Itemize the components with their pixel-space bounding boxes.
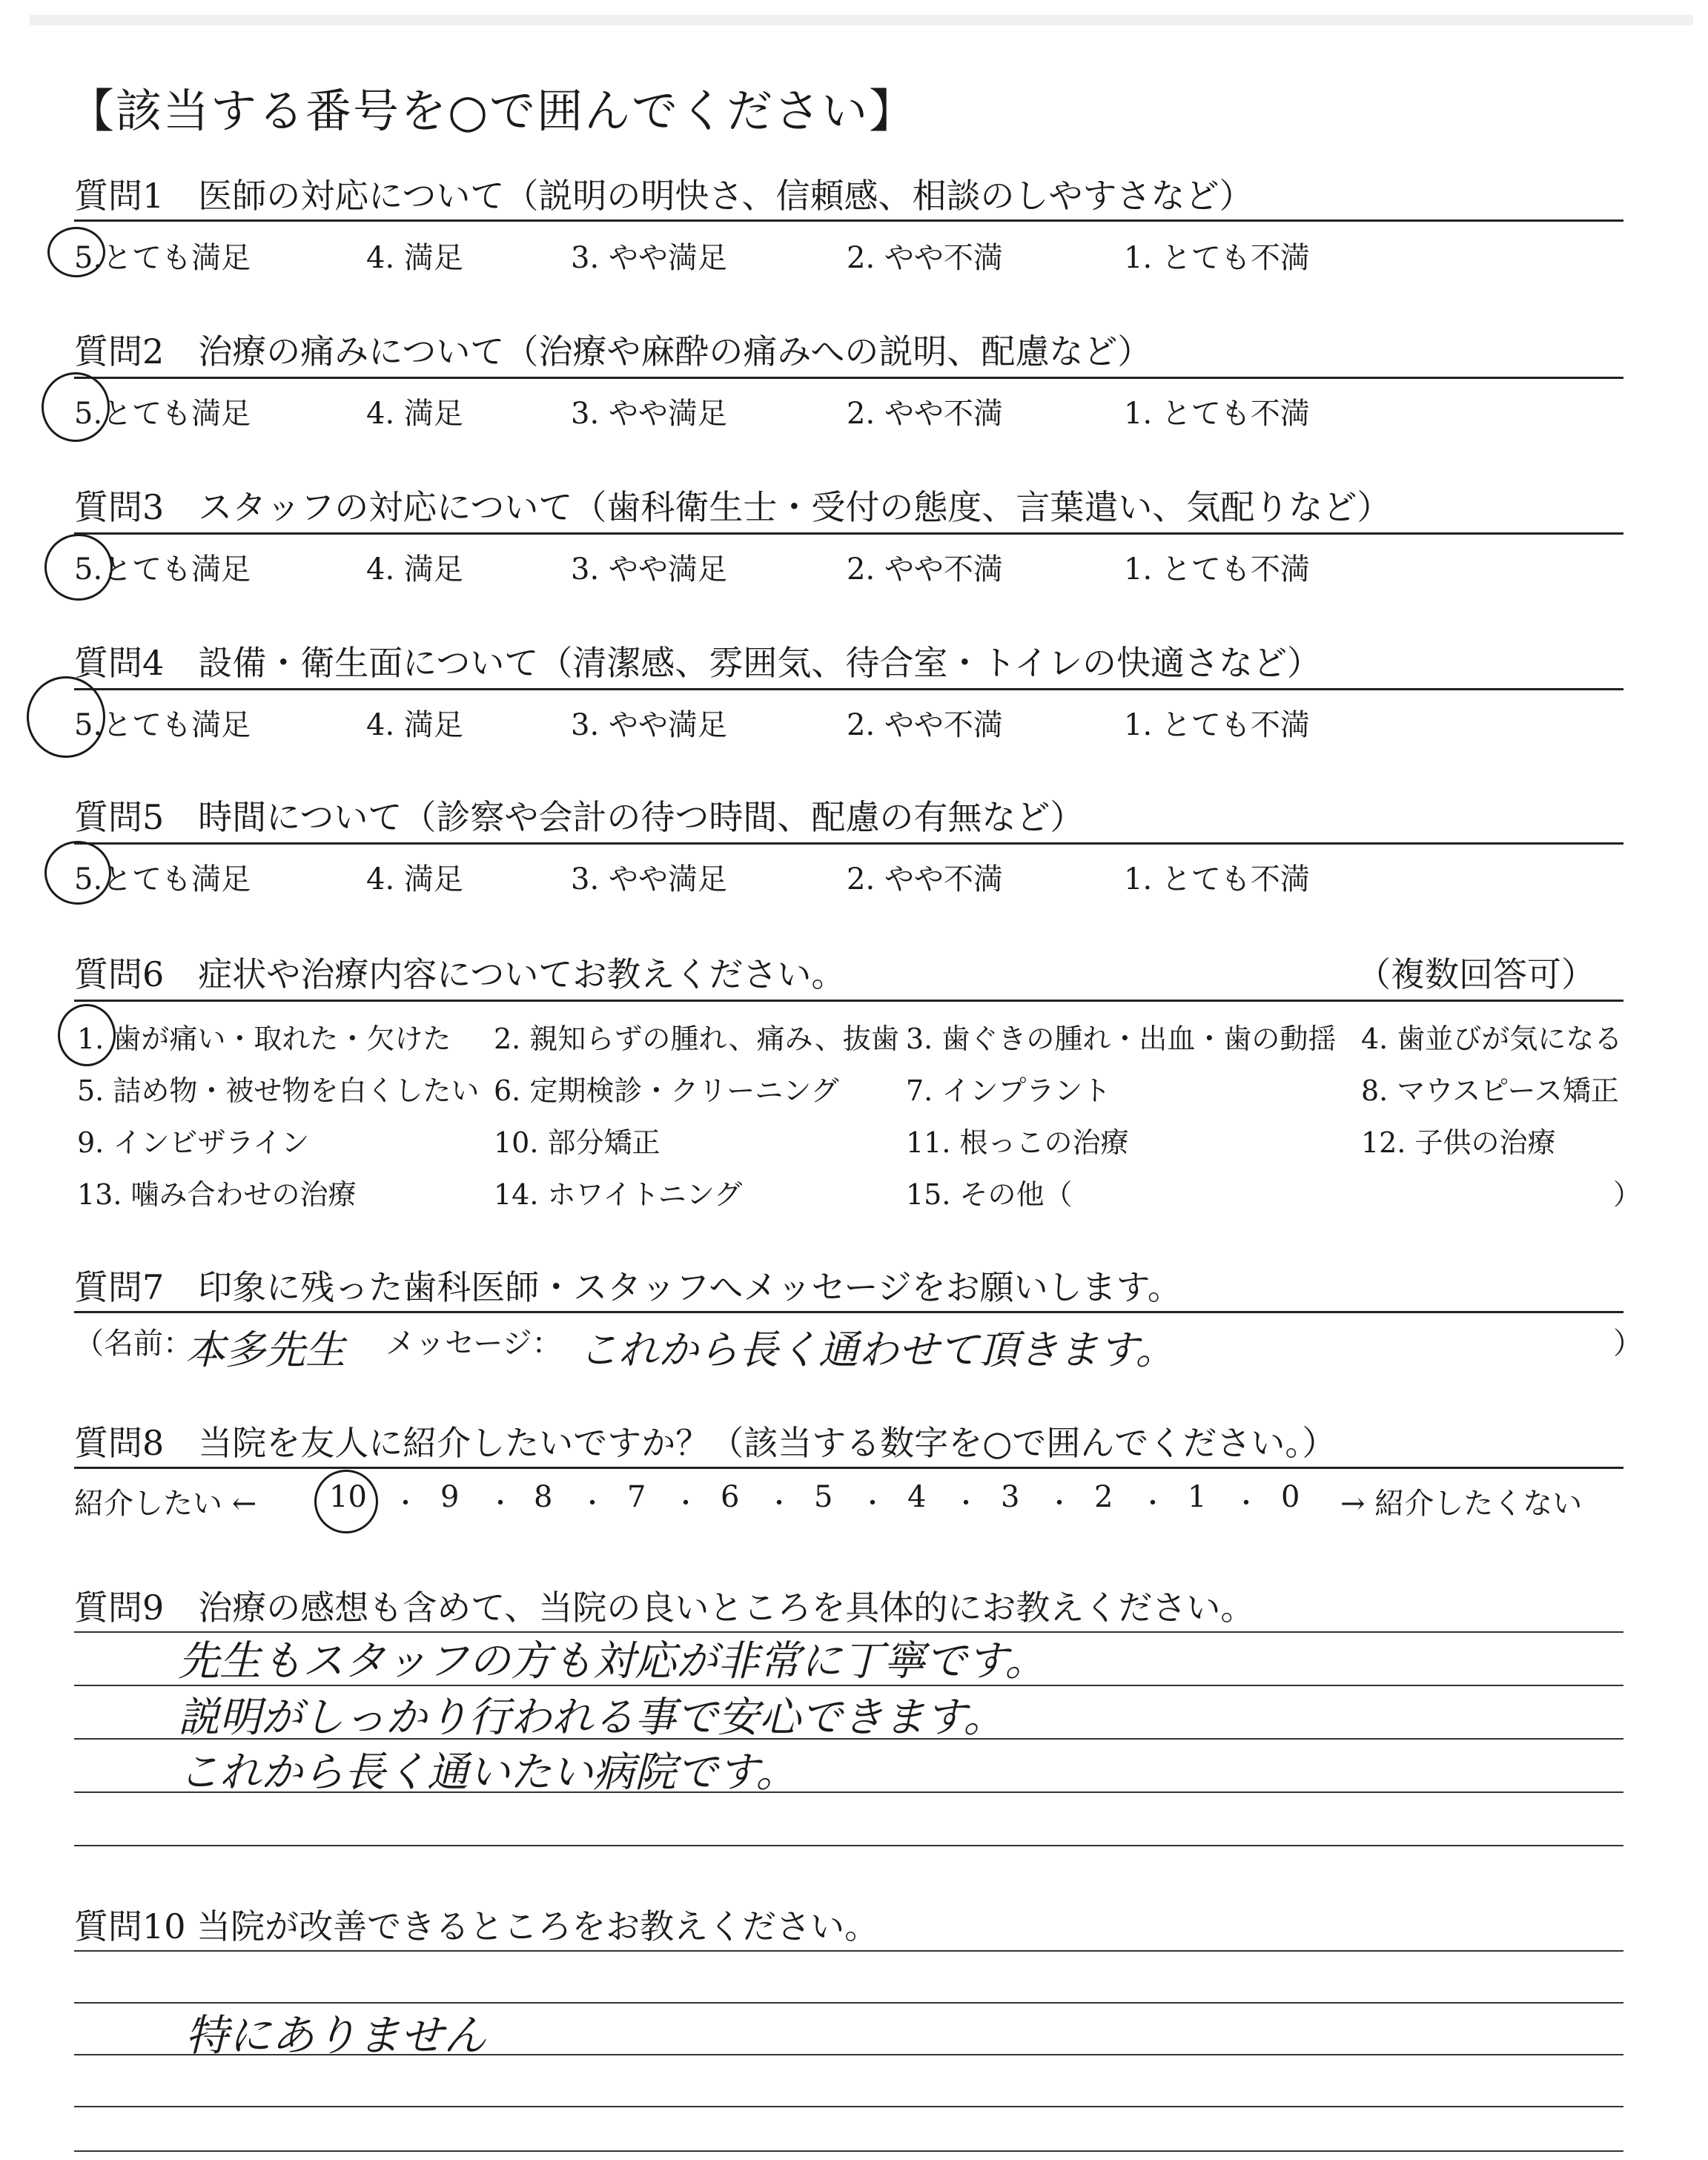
q8-score-10[interactable]: 10 bbox=[329, 1480, 367, 1514]
q7-name-handwritten[interactable]: 本多先生 bbox=[185, 1327, 345, 1373]
question-4-rule bbox=[74, 688, 1623, 690]
q8-separator: ・ bbox=[580, 1489, 605, 1519]
q6-item-8[interactable]: 8. マウスピース矯正 bbox=[1361, 1074, 1619, 1107]
q6-selection-circle bbox=[58, 1004, 116, 1066]
q6-item-10[interactable]: 10. 部分矯正 bbox=[494, 1126, 661, 1159]
question-1-label: 質問1 医師の対応について（説明の明快さ、信頼感、相談のしやすさなど） bbox=[74, 176, 1254, 216]
question-5-rule bbox=[74, 842, 1623, 845]
q8-separator: ・ bbox=[953, 1489, 979, 1519]
q2-selection-circle bbox=[42, 372, 110, 442]
q1-selection-circle bbox=[47, 227, 105, 277]
question-7-rule bbox=[74, 1311, 1623, 1313]
q8-score-8[interactable]: 8 bbox=[534, 1480, 553, 1514]
q5-selection-circle bbox=[44, 841, 111, 905]
q8-score-5[interactable]: 5 bbox=[814, 1480, 833, 1514]
q5-option-3[interactable]: 3. やや満足 bbox=[571, 862, 727, 896]
q4-selection-circle bbox=[27, 676, 105, 758]
q10-answer-line bbox=[74, 2106, 1623, 2107]
q6-item-4[interactable]: 4. 歯並びが気になる bbox=[1361, 1023, 1623, 1055]
q8-selection-circle bbox=[314, 1470, 378, 1533]
q2-option-4[interactable]: 4. 満足 bbox=[366, 397, 463, 431]
q6-item-7[interactable]: 7. インプラント bbox=[906, 1074, 1111, 1107]
question-6-note: （複数回答可） bbox=[1357, 954, 1595, 994]
q8-score-3[interactable]: 3 bbox=[1001, 1480, 1020, 1514]
q6-item-13[interactable]: 13. 噛み合わせの治療 bbox=[77, 1178, 357, 1211]
question-2-label: 質問2 治療の痛みについて（治療や麻酔の痛みへの説明、配慮など） bbox=[74, 331, 1152, 371]
q6-item-14[interactable]: 14. ホワイトニング bbox=[494, 1178, 743, 1211]
q3-option-5[interactable]: 5.とても満足 bbox=[74, 552, 251, 587]
q3-option-1[interactable]: 1. とても不満 bbox=[1124, 552, 1310, 587]
q8-left-label: 紹介したい ← bbox=[74, 1487, 257, 1521]
q7-message-label: メッセージ： bbox=[385, 1327, 562, 1361]
question-10-label: 質問10 当院が改善できるところをお教えください。 bbox=[74, 1906, 879, 1946]
q9-answer-line-3[interactable]: これから長く通いたい病院です。 bbox=[178, 1748, 798, 1797]
question-6-label: 質問6 症状や治療内容についてお教えください。 bbox=[74, 954, 846, 994]
q8-separator: ・ bbox=[767, 1489, 792, 1519]
q1-option-4[interactable]: 4. 満足 bbox=[366, 241, 463, 275]
q5-option-5[interactable]: 5.とても満足 bbox=[74, 862, 251, 896]
form-title: 【該当する番号を○で囲んでください】 bbox=[68, 84, 917, 138]
q2-option-1[interactable]: 1. とても不満 bbox=[1124, 397, 1310, 431]
q3-option-2[interactable]: 2. やや不満 bbox=[847, 552, 1003, 587]
question-5-label: 質問5 時間について（診察や会計の待つ時間、配慮の有無など） bbox=[74, 797, 1085, 837]
q6-item-3[interactable]: 3. 歯ぐきの腫れ・出血・歯の動揺 bbox=[906, 1023, 1337, 1055]
q1-option-3[interactable]: 3. やや満足 bbox=[571, 241, 727, 275]
q9-answer-line-1[interactable]: 先生もスタッフの方も対応が非常に丁寧です。 bbox=[178, 1637, 1047, 1685]
q6-item-6[interactable]: 6. 定期検診・クリーニング bbox=[494, 1074, 839, 1107]
q3-selection-circle bbox=[44, 534, 113, 601]
q4-option-3[interactable]: 3. やや満足 bbox=[571, 708, 727, 742]
q8-separator: ・ bbox=[1140, 1489, 1165, 1519]
question-3-rule bbox=[74, 532, 1623, 535]
q8-separator: ・ bbox=[673, 1489, 698, 1519]
q8-score-0[interactable]: 0 bbox=[1281, 1480, 1300, 1514]
q6-item-2[interactable]: 2. 親知らずの腫れ、痛み、抜歯 bbox=[494, 1023, 899, 1055]
q9-answer-line bbox=[74, 1845, 1623, 1846]
q8-score-9[interactable]: 9 bbox=[440, 1480, 460, 1514]
question-4-label: 質問4 設備・衛生面について（清潔感、雰囲気、待合室・トイレの快適さなど） bbox=[74, 643, 1322, 683]
q7-close-paren: ） bbox=[1613, 1327, 1643, 1361]
q8-score-4[interactable]: 4 bbox=[907, 1480, 927, 1514]
q4-option-5[interactable]: 5.とても満足 bbox=[74, 708, 251, 742]
question-8-rule bbox=[74, 1467, 1623, 1469]
scan-top-edge bbox=[30, 15, 1693, 25]
q4-option-1[interactable]: 1. とても不満 bbox=[1124, 708, 1310, 742]
q1-option-2[interactable]: 2. やや不満 bbox=[847, 241, 1003, 275]
question-3-label: 質問3 スタッフの対応について（歯科衛生士・受付の態度、言葉遣い、気配りなど） bbox=[74, 487, 1391, 527]
question-9-label: 質問9 治療の感想も含めて、当院の良いところを具体的にお教えください。 bbox=[74, 1588, 1255, 1628]
q8-separator: ・ bbox=[1234, 1489, 1259, 1519]
q8-score-7[interactable]: 7 bbox=[627, 1480, 646, 1514]
question-8-label: 質問8 当院を友人に紹介したいですか？（該当する数字を○で囲んでください。） bbox=[74, 1423, 1337, 1463]
q6-item-11[interactable]: 11. 根っこの治療 bbox=[906, 1126, 1129, 1159]
q8-right-label: → 紹介したくない bbox=[1340, 1487, 1583, 1521]
q8-separator: ・ bbox=[860, 1489, 885, 1519]
q3-option-4[interactable]: 4. 満足 bbox=[366, 552, 463, 587]
q6-item-9[interactable]: 9. インビザライン bbox=[77, 1126, 310, 1159]
q9-answer-line-2[interactable]: 説明がしっかり行われる事で安心できます。 bbox=[178, 1694, 1005, 1742]
q2-option-2[interactable]: 2. やや不満 bbox=[847, 397, 1003, 431]
q8-score-2[interactable]: 2 bbox=[1094, 1480, 1113, 1514]
q1-option-1[interactable]: 1. とても不満 bbox=[1124, 241, 1310, 275]
q1-option-5[interactable]: 5.とても満足 bbox=[74, 241, 251, 275]
q7-name-label: （名前： bbox=[74, 1327, 193, 1361]
question-7-label: 質問7 印象に残った歯科医師・スタッフへメッセージをお願いします。 bbox=[74, 1267, 1182, 1307]
q8-separator: ・ bbox=[393, 1489, 418, 1519]
q8-separator: ・ bbox=[1047, 1489, 1072, 1519]
q6-item-1[interactable]: 1. 歯が痛い・取れた・欠けた bbox=[77, 1023, 451, 1055]
q4-option-4[interactable]: 4. 満足 bbox=[366, 708, 463, 742]
q6-item-15[interactable]: 15. その他（ bbox=[906, 1178, 1073, 1211]
q8-score-1[interactable]: 1 bbox=[1188, 1480, 1207, 1514]
q6-item-15-close: ） bbox=[1613, 1178, 1642, 1211]
question-2-rule bbox=[74, 377, 1623, 379]
q10-answer-line bbox=[74, 2150, 1623, 2152]
q10-answer[interactable]: 特にありません bbox=[185, 2010, 487, 2061]
question-6-rule bbox=[74, 1000, 1623, 1002]
q8-score-6[interactable]: 6 bbox=[721, 1480, 740, 1514]
q6-item-12[interactable]: 12. 子供の治療 bbox=[1361, 1126, 1556, 1159]
q5-option-2[interactable]: 2. やや不満 bbox=[847, 862, 1003, 896]
q8-separator: ・ bbox=[488, 1489, 513, 1519]
q5-option-4[interactable]: 4. 満足 bbox=[366, 862, 463, 896]
question-1-rule bbox=[74, 219, 1623, 222]
q2-option-5[interactable]: 5.とても満足 bbox=[74, 397, 251, 431]
q5-option-1[interactable]: 1. とても不満 bbox=[1124, 862, 1310, 896]
q2-option-3[interactable]: 3. やや満足 bbox=[571, 397, 727, 431]
q3-option-3[interactable]: 3. やや満足 bbox=[571, 552, 727, 587]
q6-item-5[interactable]: 5. 詰め物・被せ物を白くしたい bbox=[77, 1074, 480, 1107]
q10-answer-line bbox=[74, 1950, 1623, 1952]
q7-message-handwritten[interactable]: これから長く通わせて頂きます。 bbox=[578, 1327, 1176, 1373]
q4-option-2[interactable]: 2. やや不満 bbox=[847, 708, 1003, 742]
